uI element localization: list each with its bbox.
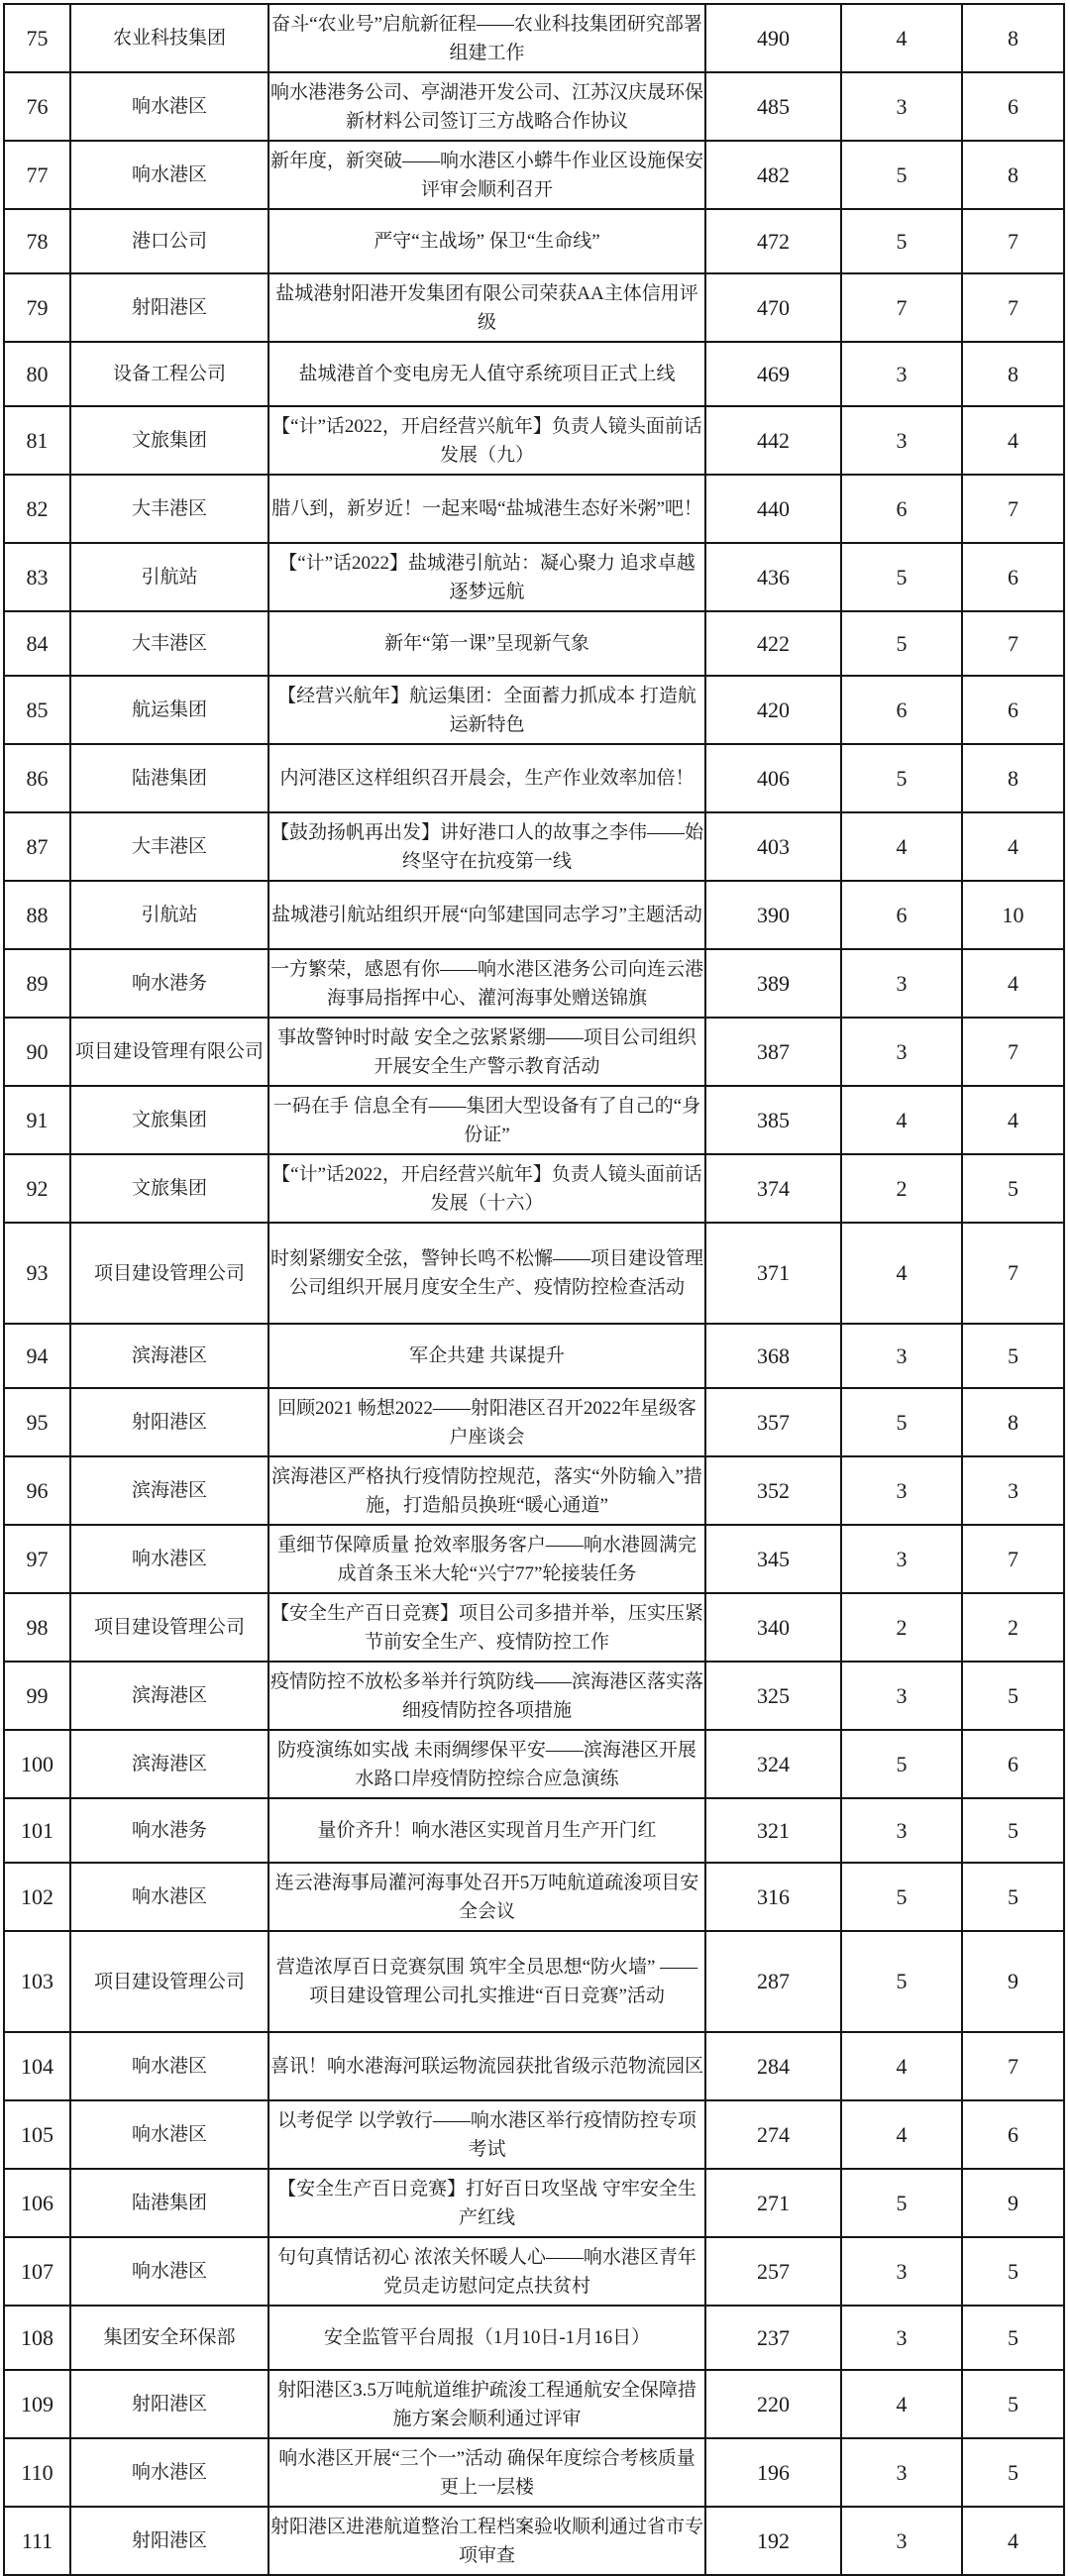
table-row <box>4 2169 1064 2237</box>
title-cell: 新年“第一课”呈现新气象 <box>268 611 705 676</box>
org-cell: 引航站 <box>70 543 268 611</box>
num1-cell: 469 <box>705 342 841 406</box>
rank-cell: 101 <box>4 1798 70 1863</box>
num2-cell: 7 <box>841 273 962 342</box>
rank-cell: 86 <box>4 744 70 812</box>
rank-cell: 107 <box>4 2237 70 2306</box>
num3-cell: 7 <box>962 1223 1064 1324</box>
num1-cell: 321 <box>705 1798 841 1863</box>
org-cell: 文旅集团 <box>70 1154 268 1223</box>
org-cell: 港口公司 <box>70 209 268 273</box>
num2-cell: 6 <box>841 475 962 543</box>
num3-cell: 5 <box>962 2370 1064 2438</box>
num1-cell: 440 <box>705 475 841 543</box>
num3-cell: 8 <box>962 141 1064 209</box>
num1-cell: 442 <box>705 406 841 475</box>
num2-cell: 6 <box>841 881 962 949</box>
num1-cell: 287 <box>705 1931 841 2032</box>
org-cell: 响水港区 <box>70 2032 268 2100</box>
rank-cell: 105 <box>4 2100 70 2169</box>
rank-cell: 79 <box>4 273 70 342</box>
table-row <box>4 72 1064 141</box>
rank-cell: 85 <box>4 676 70 744</box>
org-cell: 大丰港区 <box>70 812 268 881</box>
org-cell: 项目建设管理公司 <box>70 1223 268 1324</box>
num3-cell: 8 <box>962 342 1064 406</box>
num1-cell: 406 <box>705 744 841 812</box>
rank-cell: 93 <box>4 1223 70 1324</box>
num3-cell: 7 <box>962 611 1064 676</box>
org-cell: 响水港区 <box>70 2438 268 2507</box>
org-cell: 项目建设管理公司 <box>70 1931 268 2032</box>
rank-cell: 111 <box>4 2507 70 2575</box>
org-cell: 射阳港区 <box>70 1388 268 1456</box>
table-row <box>4 1018 1064 1086</box>
rank-cell: 90 <box>4 1018 70 1086</box>
num1-cell: 220 <box>705 2370 841 2438</box>
rank-cell: 98 <box>4 1593 70 1662</box>
org-cell: 滨海港区 <box>70 1456 268 1525</box>
num3-cell: 4 <box>962 406 1064 475</box>
org-cell: 射阳港区 <box>70 273 268 342</box>
table-row <box>4 949 1064 1018</box>
num2-cell: 3 <box>841 1798 962 1863</box>
org-cell: 滨海港区 <box>70 1730 268 1798</box>
org-cell: 射阳港区 <box>70 2370 268 2438</box>
num2-cell: 5 <box>841 611 962 676</box>
num2-cell: 3 <box>841 949 962 1018</box>
org-cell: 项目建设管理有限公司 <box>70 1018 268 1086</box>
num1-cell: 345 <box>705 1525 841 1593</box>
num1-cell: 390 <box>705 881 841 949</box>
num1-cell: 316 <box>705 1863 841 1931</box>
table-row <box>4 2370 1064 2438</box>
num1-cell: 368 <box>705 1324 841 1388</box>
num1-cell: 357 <box>705 1388 841 1456</box>
table-row <box>4 2100 1064 2169</box>
num1-cell: 325 <box>705 1662 841 1730</box>
num3-cell: 3 <box>962 1456 1064 1525</box>
rank-cell: 96 <box>4 1456 70 1525</box>
table-row <box>4 141 1064 209</box>
org-cell: 大丰港区 <box>70 475 268 543</box>
rank-cell: 103 <box>4 1931 70 2032</box>
table-row <box>4 1863 1064 1931</box>
table-row <box>4 1388 1064 1456</box>
rank-cell: 102 <box>4 1863 70 1931</box>
rank-cell: 104 <box>4 2032 70 2100</box>
num3-cell: 5 <box>962 2237 1064 2306</box>
org-cell: 项目建设管理公司 <box>70 1593 268 1662</box>
num2-cell: 4 <box>841 2370 962 2438</box>
num1-cell: 340 <box>705 1593 841 1662</box>
table-row <box>4 1662 1064 1730</box>
rank-cell: 110 <box>4 2438 70 2507</box>
num1-cell: 257 <box>705 2237 841 2306</box>
num3-cell: 5 <box>962 2438 1064 2507</box>
num1-cell: 352 <box>705 1456 841 1525</box>
title-cell: 严守“主战场” 保卫“生命线” <box>268 209 705 273</box>
num2-cell: 5 <box>841 209 962 273</box>
table-row <box>4 1223 1064 1324</box>
num2-cell: 5 <box>841 141 962 209</box>
rank-cell: 91 <box>4 1086 70 1154</box>
num3-cell: 7 <box>962 475 1064 543</box>
num3-cell: 5 <box>962 1662 1064 1730</box>
num2-cell: 2 <box>841 1593 962 1662</box>
num3-cell: 9 <box>962 2169 1064 2237</box>
table-row <box>4 2237 1064 2306</box>
num3-cell: 6 <box>962 676 1064 744</box>
table-row <box>4 1798 1064 1863</box>
table-row <box>4 812 1064 881</box>
num2-cell: 4 <box>841 2100 962 2169</box>
title-cell: 一方繁荣，感恩有你——响水港区港务公司向连云港海事局指挥中心、灌河海事处赠送锦旗 <box>268 949 705 1018</box>
table-row <box>4 744 1064 812</box>
num1-cell: 385 <box>705 1086 841 1154</box>
num2-cell: 3 <box>841 342 962 406</box>
num1-cell: 371 <box>705 1223 841 1324</box>
num1-cell: 485 <box>705 72 841 141</box>
table-row <box>4 1324 1064 1388</box>
num2-cell: 4 <box>841 812 962 881</box>
title-cell: 腊八到，新岁近！一起来喝“盐城港生态好米粥”吧！ <box>268 475 705 543</box>
rank-cell: 84 <box>4 611 70 676</box>
table-row <box>4 1525 1064 1593</box>
table-row <box>4 676 1064 744</box>
num1-cell: 490 <box>705 4 841 72</box>
num1-cell: 389 <box>705 949 841 1018</box>
title-cell: 重细节保障质量 抢效率服务客户——响水港圆满完成首条玉米大轮“兴宁77”轮接装任务 <box>268 1525 705 1593</box>
num3-cell: 2 <box>962 1593 1064 1662</box>
title-cell: 连云港海事局灌河海事处召开5万吨航道疏浚项目安全会议 <box>268 1863 705 1931</box>
num3-cell: 8 <box>962 4 1064 72</box>
num1-cell: 470 <box>705 273 841 342</box>
rank-cell: 108 <box>4 2306 70 2370</box>
rank-cell: 97 <box>4 1525 70 1593</box>
title-cell: 盐城港引航站组织开展“向邹建国同志学习”主题活动 <box>268 881 705 949</box>
rank-cell: 82 <box>4 475 70 543</box>
table-row <box>4 273 1064 342</box>
table-row <box>4 611 1064 676</box>
rank-cell: 75 <box>4 4 70 72</box>
title-cell: 喜讯！响水港海河联运物流园获批省级示范物流园区 <box>268 2032 705 2100</box>
num1-cell: 274 <box>705 2100 841 2169</box>
rank-cell: 83 <box>4 543 70 611</box>
org-cell: 滨海港区 <box>70 1324 268 1388</box>
title-cell: 奋斗“农业号”启航新征程——农业科技集团研究部署组建工作 <box>268 4 705 72</box>
num1-cell: 374 <box>705 1154 841 1223</box>
title-cell: 盐城港射阳港开发集团有限公司荣获AA主体信用评级 <box>268 273 705 342</box>
num3-cell: 6 <box>962 72 1064 141</box>
table-row <box>4 2306 1064 2370</box>
rank-cell: 80 <box>4 342 70 406</box>
table-row <box>4 881 1064 949</box>
num2-cell: 6 <box>841 676 962 744</box>
num1-cell: 271 <box>705 2169 841 2237</box>
num3-cell: 5 <box>962 1863 1064 1931</box>
title-cell: 【“计”话2022，开启经营兴航年】负责人镜头面前话发展（九） <box>268 406 705 475</box>
org-cell: 响水港区 <box>70 1863 268 1931</box>
rank-cell: 99 <box>4 1662 70 1730</box>
num1-cell: 324 <box>705 1730 841 1798</box>
title-cell: 【经营兴航年】航运集团：全面蓄力抓成本 打造航运新特色 <box>268 676 705 744</box>
org-cell: 引航站 <box>70 881 268 949</box>
rank-cell: 92 <box>4 1154 70 1223</box>
title-cell: 射阳港区进港航道整治工程档案验收顺利通过省市专项审查 <box>268 2507 705 2575</box>
num3-cell: 6 <box>962 2100 1064 2169</box>
title-cell: 防疫演练如实战 未雨绸缪保平安——滨海港区开展水路口岸疫情防控综合应急演练 <box>268 1730 705 1798</box>
num3-cell: 5 <box>962 1798 1064 1863</box>
org-cell: 集团安全环保部 <box>70 2306 268 2370</box>
org-cell: 射阳港区 <box>70 2507 268 2575</box>
rank-cell: 109 <box>4 2370 70 2438</box>
num2-cell: 2 <box>841 1154 962 1223</box>
ranking-table-body <box>4 4 1064 2575</box>
num2-cell: 5 <box>841 1863 962 1931</box>
title-cell: 【“计”话2022】盐城港引航站：凝心聚力 追求卓越 逐梦远航 <box>268 543 705 611</box>
title-cell: 响水港区开展“三个一”活动 确保年度综合考核质量更上一层楼 <box>268 2438 705 2507</box>
org-cell: 设备工程公司 <box>70 342 268 406</box>
title-cell: 内河港区这样组织召开晨会，生产作业效率加倍！ <box>268 744 705 812</box>
num3-cell: 7 <box>962 1018 1064 1086</box>
num3-cell: 5 <box>962 1324 1064 1388</box>
num3-cell: 4 <box>962 1086 1064 1154</box>
org-cell: 滨海港区 <box>70 1662 268 1730</box>
num3-cell: 7 <box>962 273 1064 342</box>
num2-cell: 3 <box>841 1018 962 1086</box>
num1-cell: 237 <box>705 2306 841 2370</box>
table-row <box>4 1931 1064 2032</box>
num3-cell: 8 <box>962 1388 1064 1456</box>
num2-cell: 5 <box>841 543 962 611</box>
num1-cell: 472 <box>705 209 841 273</box>
num3-cell: 5 <box>962 2306 1064 2370</box>
num2-cell: 4 <box>841 4 962 72</box>
num3-cell: 8 <box>962 744 1064 812</box>
num3-cell: 4 <box>962 812 1064 881</box>
num1-cell: 436 <box>705 543 841 611</box>
title-cell: 【鼓劲扬帆再出发】讲好港口人的故事之李伟——始终坚守在抗疫第一线 <box>268 812 705 881</box>
rank-cell: 88 <box>4 881 70 949</box>
org-cell: 文旅集团 <box>70 1086 268 1154</box>
num2-cell: 3 <box>841 1525 962 1593</box>
rank-cell: 81 <box>4 406 70 475</box>
num2-cell: 3 <box>841 2507 962 2575</box>
num2-cell: 5 <box>841 1388 962 1456</box>
num2-cell: 5 <box>841 1730 962 1798</box>
title-cell: 新年度，新突破——响水港区小蟒牛作业区设施保安评审会顺利召开 <box>268 141 705 209</box>
num1-cell: 422 <box>705 611 841 676</box>
title-cell: 【安全生产百日竞赛】打好百日攻坚战 守牢安全生产红线 <box>268 2169 705 2237</box>
title-cell: 【安全生产百日竞赛】项目公司多措并举，压实压紧节前安全生产、疫情防控工作 <box>268 1593 705 1662</box>
num3-cell: 10 <box>962 881 1064 949</box>
org-cell: 陆港集团 <box>70 744 268 812</box>
table-row <box>4 209 1064 273</box>
title-cell: 响水港港务公司、亭湖港开发公司、江苏汉庆晟环保新材料公司签订三方战略合作协议 <box>268 72 705 141</box>
rank-cell: 106 <box>4 2169 70 2237</box>
num3-cell: 6 <box>962 543 1064 611</box>
num2-cell: 5 <box>841 744 962 812</box>
num2-cell: 3 <box>841 2306 962 2370</box>
title-cell: 营造浓厚百日竞赛氛围 筑牢全员思想“防火墙” ——项目建设管理公司扎实推进“百日竞赛”活动 <box>268 1931 705 2032</box>
table-row <box>4 1456 1064 1525</box>
org-cell: 响水港务 <box>70 949 268 1018</box>
num1-cell: 403 <box>705 812 841 881</box>
table-row <box>4 4 1064 72</box>
rank-cell: 95 <box>4 1388 70 1456</box>
rank-cell: 89 <box>4 949 70 1018</box>
table-row <box>4 1593 1064 1662</box>
rank-cell: 76 <box>4 72 70 141</box>
title-cell: 以考促学 以学敦行——响水港区举行疫情防控专项考试 <box>268 2100 705 2169</box>
num3-cell: 5 <box>962 1154 1064 1223</box>
title-cell: 安全监管平台周报（1月10日-1月16日） <box>268 2306 705 2370</box>
rank-cell: 100 <box>4 1730 70 1798</box>
table-row <box>4 2032 1064 2100</box>
num1-cell: 420 <box>705 676 841 744</box>
org-cell: 响水港务 <box>70 1798 268 1863</box>
org-cell: 陆港集团 <box>70 2169 268 2237</box>
table-row <box>4 2438 1064 2507</box>
num2-cell: 4 <box>841 1223 962 1324</box>
num3-cell: 7 <box>962 2032 1064 2100</box>
num2-cell: 3 <box>841 1456 962 1525</box>
org-cell: 大丰港区 <box>70 611 268 676</box>
num2-cell: 3 <box>841 2438 962 2507</box>
num2-cell: 3 <box>841 1662 962 1730</box>
table-row <box>4 2507 1064 2575</box>
title-cell: 军企共建 共谋提升 <box>268 1324 705 1388</box>
num2-cell: 3 <box>841 72 962 141</box>
title-cell: 事故警钟时时敲 安全之弦紧紧绷——项目公司组织开展安全生产警示教育活动 <box>268 1018 705 1086</box>
table-row <box>4 406 1064 475</box>
title-cell: 射阳港区3.5万吨航道维护疏浚工程通航安全保障措施方案会顺利通过评审 <box>268 2370 705 2438</box>
num2-cell: 4 <box>841 1086 962 1154</box>
num3-cell: 9 <box>962 1931 1064 2032</box>
table-row <box>4 1086 1064 1154</box>
title-cell: 句句真情话初心 浓浓关怀暖人心——响水港区青年党员走访慰问定点扶贫村 <box>268 2237 705 2306</box>
num3-cell: 7 <box>962 209 1064 273</box>
table-row <box>4 475 1064 543</box>
num1-cell: 482 <box>705 141 841 209</box>
title-cell: 【“计”话2022，开启经营兴航年】负责人镜头面前话发展（十六） <box>268 1154 705 1223</box>
org-cell: 航运集团 <box>70 676 268 744</box>
org-cell: 响水港区 <box>70 141 268 209</box>
table-row <box>4 1730 1064 1798</box>
org-cell: 文旅集团 <box>70 406 268 475</box>
table-row <box>4 1154 1064 1223</box>
title-cell: 量价齐升！响水港区实现首月生产开门红 <box>268 1798 705 1863</box>
title-cell: 盐城港首个变电房无人值守系统项目正式上线 <box>268 342 705 406</box>
num2-cell: 4 <box>841 2032 962 2100</box>
ranking-table <box>3 3 1065 2576</box>
num2-cell: 3 <box>841 406 962 475</box>
num1-cell: 284 <box>705 2032 841 2100</box>
title-cell: 滨海港区严格执行疫情防控规范，落实“外防输入”措施，打造船员换班“暖心通道” <box>268 1456 705 1525</box>
num3-cell: 6 <box>962 1730 1064 1798</box>
num2-cell: 3 <box>841 1324 962 1388</box>
rank-cell: 94 <box>4 1324 70 1388</box>
table-row <box>4 342 1064 406</box>
org-cell: 农业科技集团 <box>70 4 268 72</box>
org-cell: 响水港区 <box>70 1525 268 1593</box>
num3-cell: 7 <box>962 1525 1064 1593</box>
num1-cell: 196 <box>705 2438 841 2507</box>
org-cell: 响水港区 <box>70 2100 268 2169</box>
rank-cell: 78 <box>4 209 70 273</box>
num2-cell: 5 <box>841 1931 962 2032</box>
rank-cell: 87 <box>4 812 70 881</box>
num2-cell: 5 <box>841 2169 962 2237</box>
title-cell: 回顾2021 畅想2022——射阳港区召开2022年星级客户座谈会 <box>268 1388 705 1456</box>
title-cell: 一码在手 信息全有——集团大型设备有了自己的“身份证” <box>268 1086 705 1154</box>
num2-cell: 3 <box>841 2237 962 2306</box>
table-row <box>4 543 1064 611</box>
num1-cell: 387 <box>705 1018 841 1086</box>
num3-cell: 4 <box>962 949 1064 1018</box>
org-cell: 响水港区 <box>70 2237 268 2306</box>
rank-cell: 77 <box>4 141 70 209</box>
title-cell: 时刻紧绷安全弦，警钟长鸣不松懈——项目建设管理公司组织开展月度安全生产、疫情防控检查活动 <box>268 1223 705 1324</box>
org-cell: 响水港区 <box>70 72 268 141</box>
title-cell: 疫情防控不放松多举并行筑防线——滨海港区落实落细疫情防控各项措施 <box>268 1662 705 1730</box>
num1-cell: 192 <box>705 2507 841 2575</box>
num3-cell: 4 <box>962 2507 1064 2575</box>
